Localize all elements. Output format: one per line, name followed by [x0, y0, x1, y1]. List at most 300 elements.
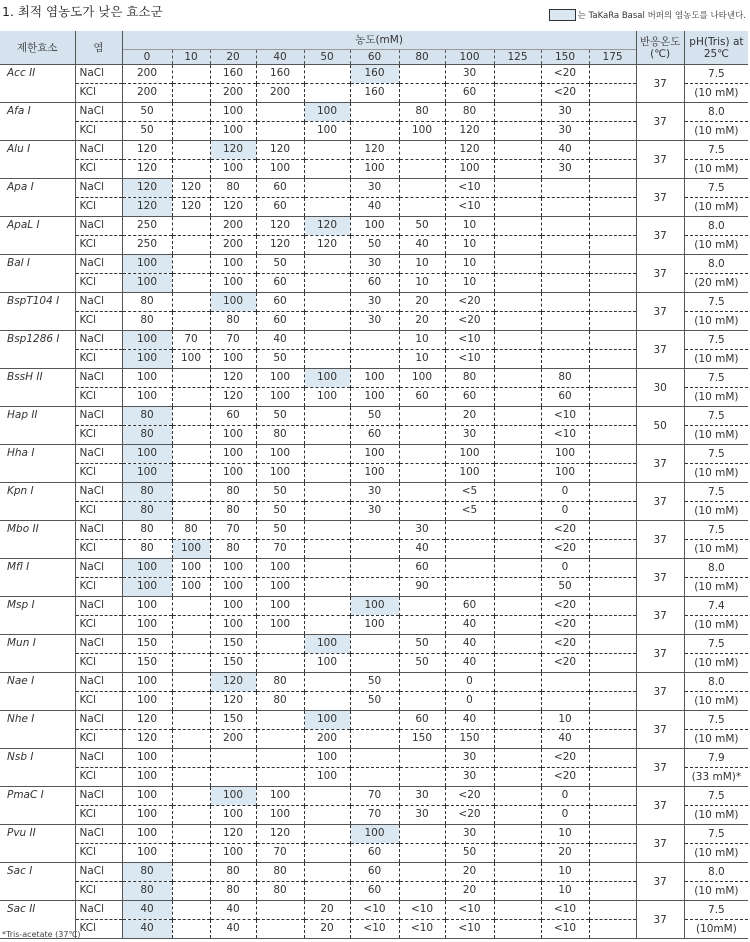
temp-cell: 37: [636, 483, 684, 521]
table-row: [0, 559, 748, 578]
value-cell: <20: [541, 84, 589, 103]
ph-buffer: (10 mM): [684, 122, 748, 141]
table-row: [0, 160, 748, 179]
value-cell: 0: [541, 502, 589, 521]
value-cell: [541, 274, 589, 293]
value-cell: [541, 198, 589, 217]
table-row: [0, 730, 748, 749]
value-cell: 70: [256, 844, 304, 863]
value-cell: [210, 749, 256, 768]
value-cell: 100: [210, 616, 256, 635]
value-cell: 60: [350, 844, 399, 863]
value-cell: 0: [445, 692, 494, 711]
table-row: [0, 692, 748, 711]
value-cell: 50: [399, 217, 445, 236]
value-cell: 100: [541, 464, 589, 483]
table-row: [0, 920, 748, 939]
value-cell: <10: [350, 901, 399, 920]
value-cell: 100: [122, 369, 172, 388]
value-cell: [304, 844, 350, 863]
enzyme-name: Msp I: [0, 597, 75, 635]
table-row: [0, 844, 748, 863]
salt-cell: KCl: [75, 768, 122, 787]
value-cell: [304, 464, 350, 483]
value-cell: 80: [122, 540, 172, 559]
value-cell: [494, 825, 541, 844]
ph-value: 7.5: [684, 293, 748, 312]
salt-cell: KCl: [75, 578, 122, 597]
value-cell: 150: [445, 730, 494, 749]
value-cell: 40: [445, 654, 494, 673]
salt-cell: KCl: [75, 312, 122, 331]
value-cell: 30: [399, 521, 445, 540]
value-cell: [172, 825, 210, 844]
value-cell: [172, 711, 210, 730]
value-cell: [494, 768, 541, 787]
value-cell: 100: [172, 559, 210, 578]
value-cell: [541, 692, 589, 711]
value-cell: 120: [122, 141, 172, 160]
value-cell: 50: [350, 673, 399, 692]
value-cell: [399, 863, 445, 882]
ph-value: 7.5: [684, 711, 748, 730]
table-row: [0, 521, 748, 540]
value-cell: [399, 692, 445, 711]
legend-swatch: [549, 9, 576, 21]
value-cell: <20: [541, 749, 589, 768]
salt-cell: NaCl: [75, 103, 122, 122]
value-cell: 60: [256, 293, 304, 312]
value-cell: 100: [210, 350, 256, 369]
value-cell: 60: [350, 274, 399, 293]
value-cell: [494, 84, 541, 103]
value-cell: 100: [256, 369, 304, 388]
value-cell: 20: [445, 882, 494, 901]
ph-buffer: (10 mM): [684, 464, 748, 483]
value-cell: 100: [541, 445, 589, 464]
value-cell: 40: [210, 901, 256, 920]
value-cell: [304, 407, 350, 426]
value-cell: [172, 920, 210, 939]
value-cell: [304, 65, 350, 84]
value-cell: 100: [350, 597, 399, 616]
salt-cell: KCl: [75, 160, 122, 179]
value-cell: [350, 711, 399, 730]
value-cell: 20: [399, 293, 445, 312]
value-cell: [589, 179, 636, 198]
value-cell: 200: [304, 730, 350, 749]
value-cell: 80: [210, 502, 256, 521]
value-cell: [399, 768, 445, 787]
salt-cell: KCl: [75, 274, 122, 293]
value-cell: [589, 160, 636, 179]
table-row: [0, 635, 748, 654]
table-row: [0, 369, 748, 388]
value-cell: 20: [541, 844, 589, 863]
value-cell: [172, 673, 210, 692]
temp-cell: 37: [636, 331, 684, 369]
table-row: [0, 597, 748, 616]
table-row: [0, 787, 748, 806]
temp-cell: 37: [636, 559, 684, 597]
value-cell: 30: [350, 483, 399, 502]
value-cell: 30: [350, 502, 399, 521]
value-cell: 120: [256, 141, 304, 160]
value-cell: [494, 274, 541, 293]
value-cell: [589, 711, 636, 730]
value-cell: 50: [256, 483, 304, 502]
value-cell: 80: [256, 692, 304, 711]
value-cell: 100: [210, 844, 256, 863]
ph-buffer: (33 mM)*: [684, 768, 748, 787]
ph-value: 7.5: [684, 179, 748, 198]
value-cell: 60: [445, 597, 494, 616]
value-cell: 120: [122, 198, 172, 217]
value-cell: 30: [399, 787, 445, 806]
value-cell: 100: [445, 160, 494, 179]
value-cell: 50: [122, 122, 172, 141]
value-cell: [399, 825, 445, 844]
temp-cell: 37: [636, 787, 684, 825]
salt-cell: NaCl: [75, 749, 122, 768]
value-cell: [494, 730, 541, 749]
value-cell: [399, 673, 445, 692]
value-cell: 30: [541, 122, 589, 141]
value-cell: [172, 635, 210, 654]
value-cell: <10: [445, 901, 494, 920]
value-cell: <20: [541, 616, 589, 635]
value-cell: <20: [445, 312, 494, 331]
value-cell: [541, 179, 589, 198]
value-cell: [494, 103, 541, 122]
value-cell: [589, 844, 636, 863]
value-cell: [589, 578, 636, 597]
value-cell: 50: [350, 236, 399, 255]
value-cell: [172, 445, 210, 464]
value-cell: [399, 84, 445, 103]
ph-value: 7.5: [684, 521, 748, 540]
value-cell: 70: [210, 521, 256, 540]
value-cell: [172, 65, 210, 84]
legend-text: 는 TaKaRa Basal 버퍼의 염농도를 나타낸다.: [577, 11, 746, 21]
salt-cell: NaCl: [75, 179, 122, 198]
value-cell: [589, 445, 636, 464]
value-cell: [350, 749, 399, 768]
ph-value: 7.5: [684, 483, 748, 502]
value-cell: 150: [122, 635, 172, 654]
value-cell: [494, 407, 541, 426]
value-cell: 80: [122, 407, 172, 426]
value-cell: [350, 578, 399, 597]
salt-cell: NaCl: [75, 711, 122, 730]
value-cell: [589, 768, 636, 787]
salt-cell: NaCl: [75, 331, 122, 350]
table-row: [0, 350, 748, 369]
value-cell: 150: [122, 654, 172, 673]
salt-cell: NaCl: [75, 255, 122, 274]
ph-value: 7.9: [684, 749, 748, 768]
value-cell: [172, 122, 210, 141]
ph-value: 7.5: [684, 331, 748, 350]
salt-cell: KCl: [75, 920, 122, 939]
value-cell: [541, 293, 589, 312]
enzyme-name: Apa I: [0, 179, 75, 217]
value-cell: [494, 920, 541, 939]
value-cell: 120: [172, 179, 210, 198]
salt-cell: NaCl: [75, 65, 122, 84]
value-cell: 50: [399, 654, 445, 673]
value-cell: [494, 141, 541, 160]
value-cell: 200: [210, 84, 256, 103]
enzyme-name: Afa I: [0, 103, 75, 141]
value-cell: [172, 312, 210, 331]
ph-value: 7.5: [684, 65, 748, 84]
salt-cell: KCl: [75, 122, 122, 141]
value-cell: [399, 597, 445, 616]
value-cell: [304, 559, 350, 578]
value-cell: [589, 426, 636, 445]
value-cell: 80: [122, 502, 172, 521]
enzyme-name: Hha I: [0, 445, 75, 483]
temp-cell: 37: [636, 901, 684, 939]
value-cell: [172, 407, 210, 426]
table-row: [0, 806, 748, 825]
value-cell: [172, 863, 210, 882]
value-cell: 40: [541, 730, 589, 749]
ph-buffer: (10 mM): [684, 692, 748, 711]
value-cell: [172, 84, 210, 103]
legend: [549, 9, 746, 21]
value-cell: [494, 711, 541, 730]
value-cell: [399, 464, 445, 483]
value-cell: 100: [304, 388, 350, 407]
temp-cell: 37: [636, 711, 684, 749]
value-cell: [256, 103, 304, 122]
value-cell: [589, 635, 636, 654]
value-cell: 40: [399, 540, 445, 559]
value-cell: [304, 806, 350, 825]
value-cell: 200: [256, 84, 304, 103]
value-cell: 20: [445, 407, 494, 426]
value-cell: 100: [122, 559, 172, 578]
salt-cell: NaCl: [75, 559, 122, 578]
value-cell: [304, 825, 350, 844]
value-cell: [172, 483, 210, 502]
value-cell: 100: [122, 768, 172, 787]
value-cell: 10: [541, 882, 589, 901]
value-cell: 100: [256, 597, 304, 616]
value-cell: [541, 350, 589, 369]
value-cell: [172, 749, 210, 768]
value-cell: 100: [210, 445, 256, 464]
value-cell: 120: [210, 198, 256, 217]
value-cell: [399, 160, 445, 179]
value-cell: [589, 730, 636, 749]
value-cell: 120: [172, 198, 210, 217]
value-cell: <10: [541, 407, 589, 426]
value-cell: [589, 920, 636, 939]
value-cell: [494, 806, 541, 825]
value-cell: [589, 217, 636, 236]
value-cell: [172, 844, 210, 863]
value-cell: 100: [256, 445, 304, 464]
value-cell: 70: [210, 331, 256, 350]
value-cell: [350, 768, 399, 787]
value-cell: <5: [445, 502, 494, 521]
value-cell: 100: [122, 825, 172, 844]
value-cell: [589, 540, 636, 559]
value-cell: 100: [256, 464, 304, 483]
value-cell: [304, 160, 350, 179]
value-cell: [399, 407, 445, 426]
value-cell: 60: [350, 882, 399, 901]
value-cell: 50: [399, 635, 445, 654]
value-cell: [494, 350, 541, 369]
value-cell: 100: [350, 217, 399, 236]
value-cell: 0: [445, 673, 494, 692]
value-cell: 100: [210, 160, 256, 179]
value-cell: [172, 293, 210, 312]
value-cell: 100: [256, 787, 304, 806]
value-cell: [541, 236, 589, 255]
salt-cell: NaCl: [75, 407, 122, 426]
value-cell: 20: [304, 901, 350, 920]
table-row: [0, 274, 748, 293]
value-cell: 160: [350, 65, 399, 84]
ph-value: 7.4: [684, 597, 748, 616]
value-cell: [172, 730, 210, 749]
value-cell: 100: [122, 464, 172, 483]
enzyme-name: Hap II: [0, 407, 75, 445]
value-cell: [494, 217, 541, 236]
table-row: [0, 236, 748, 255]
value-cell: 120: [210, 369, 256, 388]
header-salt: 염: [75, 31, 122, 65]
table-row: [0, 217, 748, 236]
value-cell: 60: [541, 388, 589, 407]
value-cell: 80: [122, 312, 172, 331]
table-row: [0, 141, 748, 160]
ph-value: 7.5: [684, 901, 748, 920]
salt-cell: NaCl: [75, 369, 122, 388]
value-cell: 0: [541, 787, 589, 806]
value-cell: [172, 502, 210, 521]
value-cell: [304, 141, 350, 160]
value-cell: 100: [210, 274, 256, 293]
salt-cell: KCl: [75, 350, 122, 369]
value-cell: [494, 616, 541, 635]
salt-cell: NaCl: [75, 445, 122, 464]
value-cell: [256, 711, 304, 730]
value-cell: [256, 654, 304, 673]
value-cell: 120: [210, 673, 256, 692]
enzyme-name: Kpn I: [0, 483, 75, 521]
enzyme-name: Pvu II: [0, 825, 75, 863]
salt-cell: KCl: [75, 198, 122, 217]
value-cell: 10: [399, 331, 445, 350]
value-cell: [399, 882, 445, 901]
salt-cell: NaCl: [75, 863, 122, 882]
value-cell: 60: [256, 179, 304, 198]
value-cell: [494, 787, 541, 806]
ph-buffer: (10 mM): [684, 806, 748, 825]
footnote: *Tris-acetate (37℃): [2, 930, 81, 939]
table-row: [0, 255, 748, 274]
value-cell: <20: [541, 65, 589, 84]
value-cell: [589, 388, 636, 407]
ph-value: 7.5: [684, 825, 748, 844]
value-cell: [304, 521, 350, 540]
value-cell: [304, 616, 350, 635]
value-cell: 80: [122, 426, 172, 445]
value-cell: 250: [122, 217, 172, 236]
value-cell: [399, 445, 445, 464]
temp-cell: 37: [636, 635, 684, 673]
value-cell: [589, 293, 636, 312]
table-row: [0, 863, 748, 882]
value-cell: 150: [210, 711, 256, 730]
value-cell: 40: [350, 198, 399, 217]
value-cell: 100: [256, 559, 304, 578]
table-row: [0, 654, 748, 673]
table-row: [0, 407, 748, 426]
value-cell: 20: [445, 863, 494, 882]
table-row: [0, 483, 748, 502]
value-cell: [399, 844, 445, 863]
value-cell: 60: [399, 711, 445, 730]
value-cell: 30: [350, 312, 399, 331]
value-cell: [350, 540, 399, 559]
value-cell: 100: [122, 255, 172, 274]
value-cell: [589, 825, 636, 844]
value-cell: 80: [122, 293, 172, 312]
value-cell: 60: [256, 274, 304, 293]
value-cell: 120: [210, 825, 256, 844]
value-cell: 80: [122, 521, 172, 540]
value-cell: 80: [210, 540, 256, 559]
salt-cell: KCl: [75, 236, 122, 255]
value-cell: 100: [122, 350, 172, 369]
value-cell: <20: [541, 540, 589, 559]
table-row: [0, 540, 748, 559]
value-cell: [589, 274, 636, 293]
salt-cell: NaCl: [75, 521, 122, 540]
page-title: 1. 최적 염농도가 낮은 효소군: [2, 4, 163, 19]
value-cell: 150: [399, 730, 445, 749]
value-cell: [172, 882, 210, 901]
value-cell: 20: [399, 312, 445, 331]
value-cell: 100: [256, 578, 304, 597]
header-conc-40: 40: [256, 50, 304, 65]
value-cell: <5: [445, 483, 494, 502]
ph-buffer: (10 mM): [684, 312, 748, 331]
value-cell: [304, 692, 350, 711]
value-cell: 30: [445, 749, 494, 768]
value-cell: 50: [256, 521, 304, 540]
value-cell: [589, 141, 636, 160]
value-cell: 80: [399, 103, 445, 122]
ph-buffer: (10 mM): [684, 160, 748, 179]
value-cell: 30: [541, 160, 589, 179]
value-cell: [589, 654, 636, 673]
value-cell: 100: [122, 274, 172, 293]
ph-value: 7.5: [684, 369, 748, 388]
value-cell: 60: [256, 312, 304, 331]
value-cell: [494, 844, 541, 863]
salt-cell: KCl: [75, 388, 122, 407]
ph-buffer: (10 mM): [684, 502, 748, 521]
header-conc-175: 175: [589, 50, 636, 65]
